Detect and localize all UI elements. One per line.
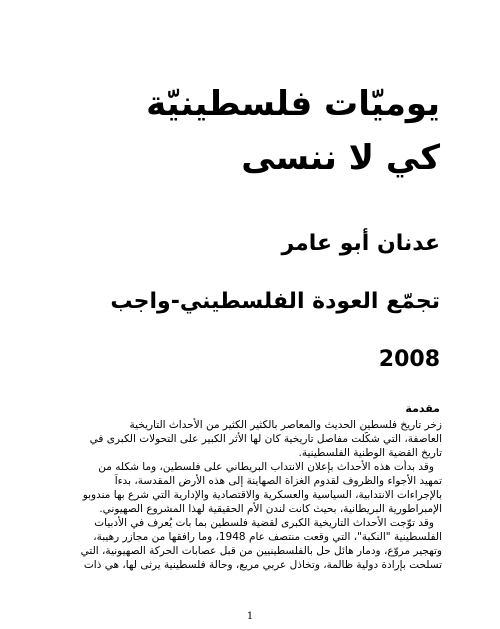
- document-subtitle: كي لا ننسى: [241, 138, 440, 178]
- page-number: 1: [246, 611, 254, 622]
- body-line: الإمبراطورية البريطانية، بحيث كانت لندن الأم الحقيقية لهذا المشروع الصهيوني.: [99, 503, 442, 515]
- intro-body: [60, 418, 442, 572]
- body-line: وقد توّجت الأحداث التاريخية الكبرى لقضية فلسطين بما بات يُعرف في الأدبيات: [94, 517, 434, 529]
- body-line: تاريخ القضية الوطنية الفلسطينية.: [298, 447, 442, 459]
- body-line: العاصفة، التي شكّلت مفاصل تاريخية كان لها الأثر الكبير على التحولات الكبرى في: [89, 433, 442, 445]
- body-line: وتهجير مروّع، ودمار هائل حل بالفلسطينيين من قبل عصابات الحركة الصهيونية، التي: [80, 545, 442, 557]
- body-line: زخر تاريخ فلسطين الحديث والمعاصر بالكثير الكثير من الأحداث التاريخية: [129, 419, 442, 431]
- body-line: الفلسطينية "النكبة"، التي وقعت منتصف عام 1948، وما رافقها من مجازر رهيبة،: [93, 531, 442, 543]
- body-line: تسلحت بإرادة دولية ظالمة، وتخاذل عربي مريع، وحالة فلسطينية يرثى لها، هي ذات: [83, 559, 442, 571]
- body-line: بالإجراءات الانتدابية، السياسية والعسكرية والاقتصادية والإدارية التي شرع بها مندوبو: [82, 489, 442, 501]
- intro-heading: مقدمة: [405, 402, 440, 415]
- publisher-name: تجمّع العودة الفلسطيني-واجب: [110, 289, 440, 314]
- body-line: تمهيد الأجواء والظروف لقدوم الغزاة الصهاينة إلى هذه الأرض المقدسة، بدءاً: [114, 475, 442, 487]
- body-line: وقد بدأت هذه الأحداث بإعلان الانتداب البريطاني على فلسطين، وما شكله من: [98, 461, 434, 473]
- publication-year: 2008: [378, 347, 440, 372]
- document-title: يوميّات فلسطينيّة: [146, 84, 440, 124]
- author-name: عدنان أبو عامر: [281, 231, 440, 256]
